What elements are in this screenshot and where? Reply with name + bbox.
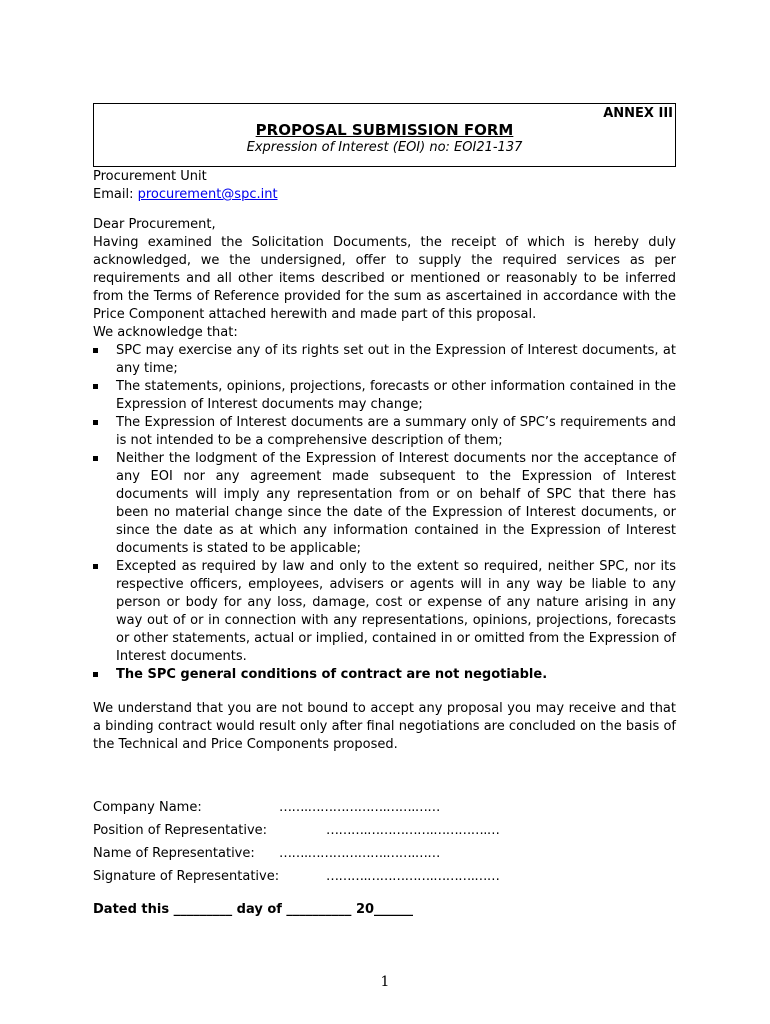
form-title: PROPOSAL SUBMISSION FORM — [255, 121, 514, 139]
bullet-icon — [93, 456, 98, 461]
page-number: 1 — [380, 974, 390, 990]
intro-paragraph: Having examined the Solicitation Documents, the receipt of which is hereby duly acknowledged, we the undersigned, offer to supply the required services as per requirements and all other items described or mentioned or reasonably to be inferred from the Terms of Reference provided for the sum as ascertained in accordance with the Price Component attached herewith and made part of this proposal. — [93, 235, 676, 322]
list-item-text: The SPC general conditions of contract are not negotiable. — [116, 667, 548, 682]
signature-dots[interactable]: ……….…………….……….…… — [326, 869, 500, 884]
position-dots[interactable]: ……….…………….………….… — [326, 823, 500, 838]
list-item-text: The Expression of Interest documents are a summary only of SPC’s requirements and is not intended to be a comprehensive description of them; — [116, 415, 676, 448]
list-item-text: SPC may exercise any of its rights set out in the Expression of Interest documents, at any time; — [116, 343, 676, 376]
company-name-label: Company Name: — [93, 800, 202, 815]
list-item — [93, 342, 676, 378]
list-item-text: The statements, opinions, projections, forecasts or other information contained in the Expression of Interest documents may change; — [116, 379, 676, 412]
representative-name-label: Name of Representative: — [93, 846, 255, 861]
email-label: Email: — [93, 187, 138, 202]
recipient-unit: Procurement Unit — [93, 169, 207, 184]
bullet-icon — [93, 672, 98, 677]
bullet-icon — [93, 348, 98, 353]
acknowledgement-list — [93, 342, 676, 684]
acknowledge-heading: We acknowledge that: — [93, 325, 238, 340]
annex-label: ANNEX III — [603, 106, 673, 121]
company-name-dots[interactable]: …….……………….…….…… — [279, 800, 440, 815]
salutation: Dear Procurement, — [93, 217, 216, 232]
signature-label: Signature of Representative: — [93, 869, 280, 884]
bullet-icon — [93, 420, 98, 425]
list-item-text: Neither the lodgment of the Expression of Interest documents nor the acceptance of any EOI nor any agreement made subsequent to the Expression of Interest documents will imply any representation from or on behalf of SPC that there has been no material change since the date of the Expression of Interest documents, or since the date as at which any information contained in the Expression of Interest documents is stated to be applicable; — [116, 451, 676, 556]
eoi-reference: Expression of Interest (EOI) no: EOI21-137 — [246, 140, 523, 155]
bullet-icon — [93, 384, 98, 389]
list-item — [93, 414, 676, 450]
list-item — [93, 558, 676, 666]
list-item — [93, 666, 676, 684]
list-item — [93, 450, 676, 558]
email-link[interactable]: procurement@spc.int — [137, 187, 278, 202]
position-label: Position of Representative: — [93, 823, 268, 838]
dated-line: Dated this _________ day of __________ 20______ — [93, 902, 414, 917]
recipient-email-line — [93, 186, 676, 204]
representative-name-dots[interactable]: …….……………….…….…… — [279, 846, 440, 861]
letter-body — [93, 168, 676, 754]
list-item — [93, 378, 676, 414]
header-box — [93, 103, 676, 167]
list-item-text: Excepted as required by law and only to the extent so required, neither SPC, nor its respective officers, employees, advisers or agents will in any way be liable to any person or body for any loss, damage, cost or expense of any nature arising in any way out of or in connection with any representations, opinions, projections, forecasts or other statements, actual or implied, contained in or omitted from the Expression of Interest documents. — [116, 559, 676, 664]
bullet-icon — [93, 564, 98, 569]
closing-paragraph: We understand that you are not bound to accept any proposal you may receive and that a binding contract would result only after final negotiations are concluded on the basis of the Technical and Price Components proposed. — [93, 701, 676, 752]
